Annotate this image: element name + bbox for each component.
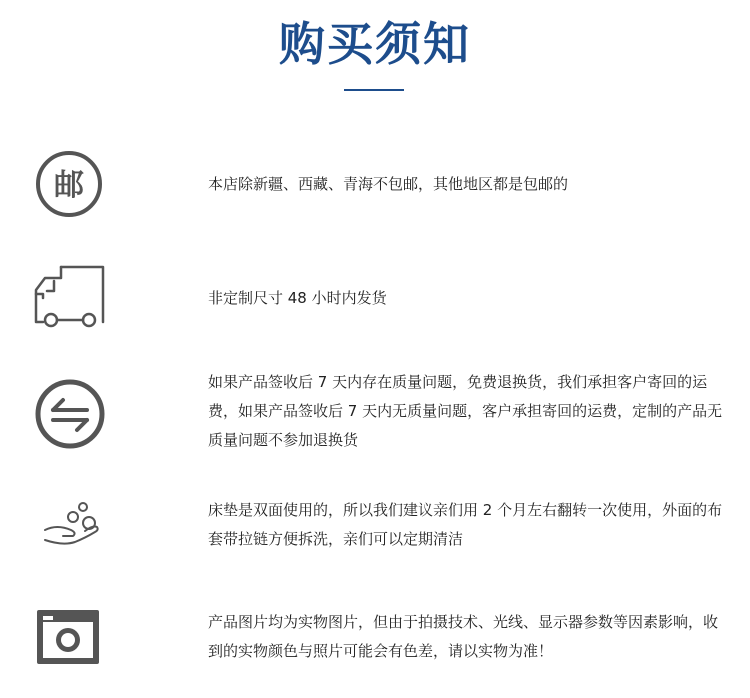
title-underline bbox=[344, 89, 404, 91]
camera-icon bbox=[33, 608, 103, 666]
notice-text: 非定制尺寸 48 小时内发货 bbox=[208, 289, 387, 307]
notice-text: 床垫是双面使用的，所以我们建议亲们用 2 个月左右翻转一次使用，外面的布套带拉链方便拆洗，亲们可以定期清洁 bbox=[208, 501, 723, 548]
mail-icon-label: 邮 bbox=[54, 168, 84, 203]
notice-text: 本店除新疆、西藏、青海不包邮，其他地区都是包邮的 bbox=[208, 175, 569, 193]
mail-icon bbox=[33, 148, 105, 220]
page-title: 购买须知 bbox=[279, 17, 471, 71]
notice-text: 产品图片均为实物图片，但由于拍摄技术、光线、显示器参数等因素影响，收到的实物颜色与照片可能会有色差，请以实物为准！ bbox=[208, 613, 719, 660]
truck-icon bbox=[33, 262, 109, 330]
exchange-icon bbox=[33, 376, 109, 452]
hand-icon bbox=[33, 500, 103, 550]
notice-text: 如果产品签收后 7 天内存在质量问题，免费退换货，我们承担客户寄回的运费，如果产品签收后 7 天内无质量问题，客户承担寄回的运费，定制的产品无质量问题不参加退换货 bbox=[208, 373, 723, 449]
